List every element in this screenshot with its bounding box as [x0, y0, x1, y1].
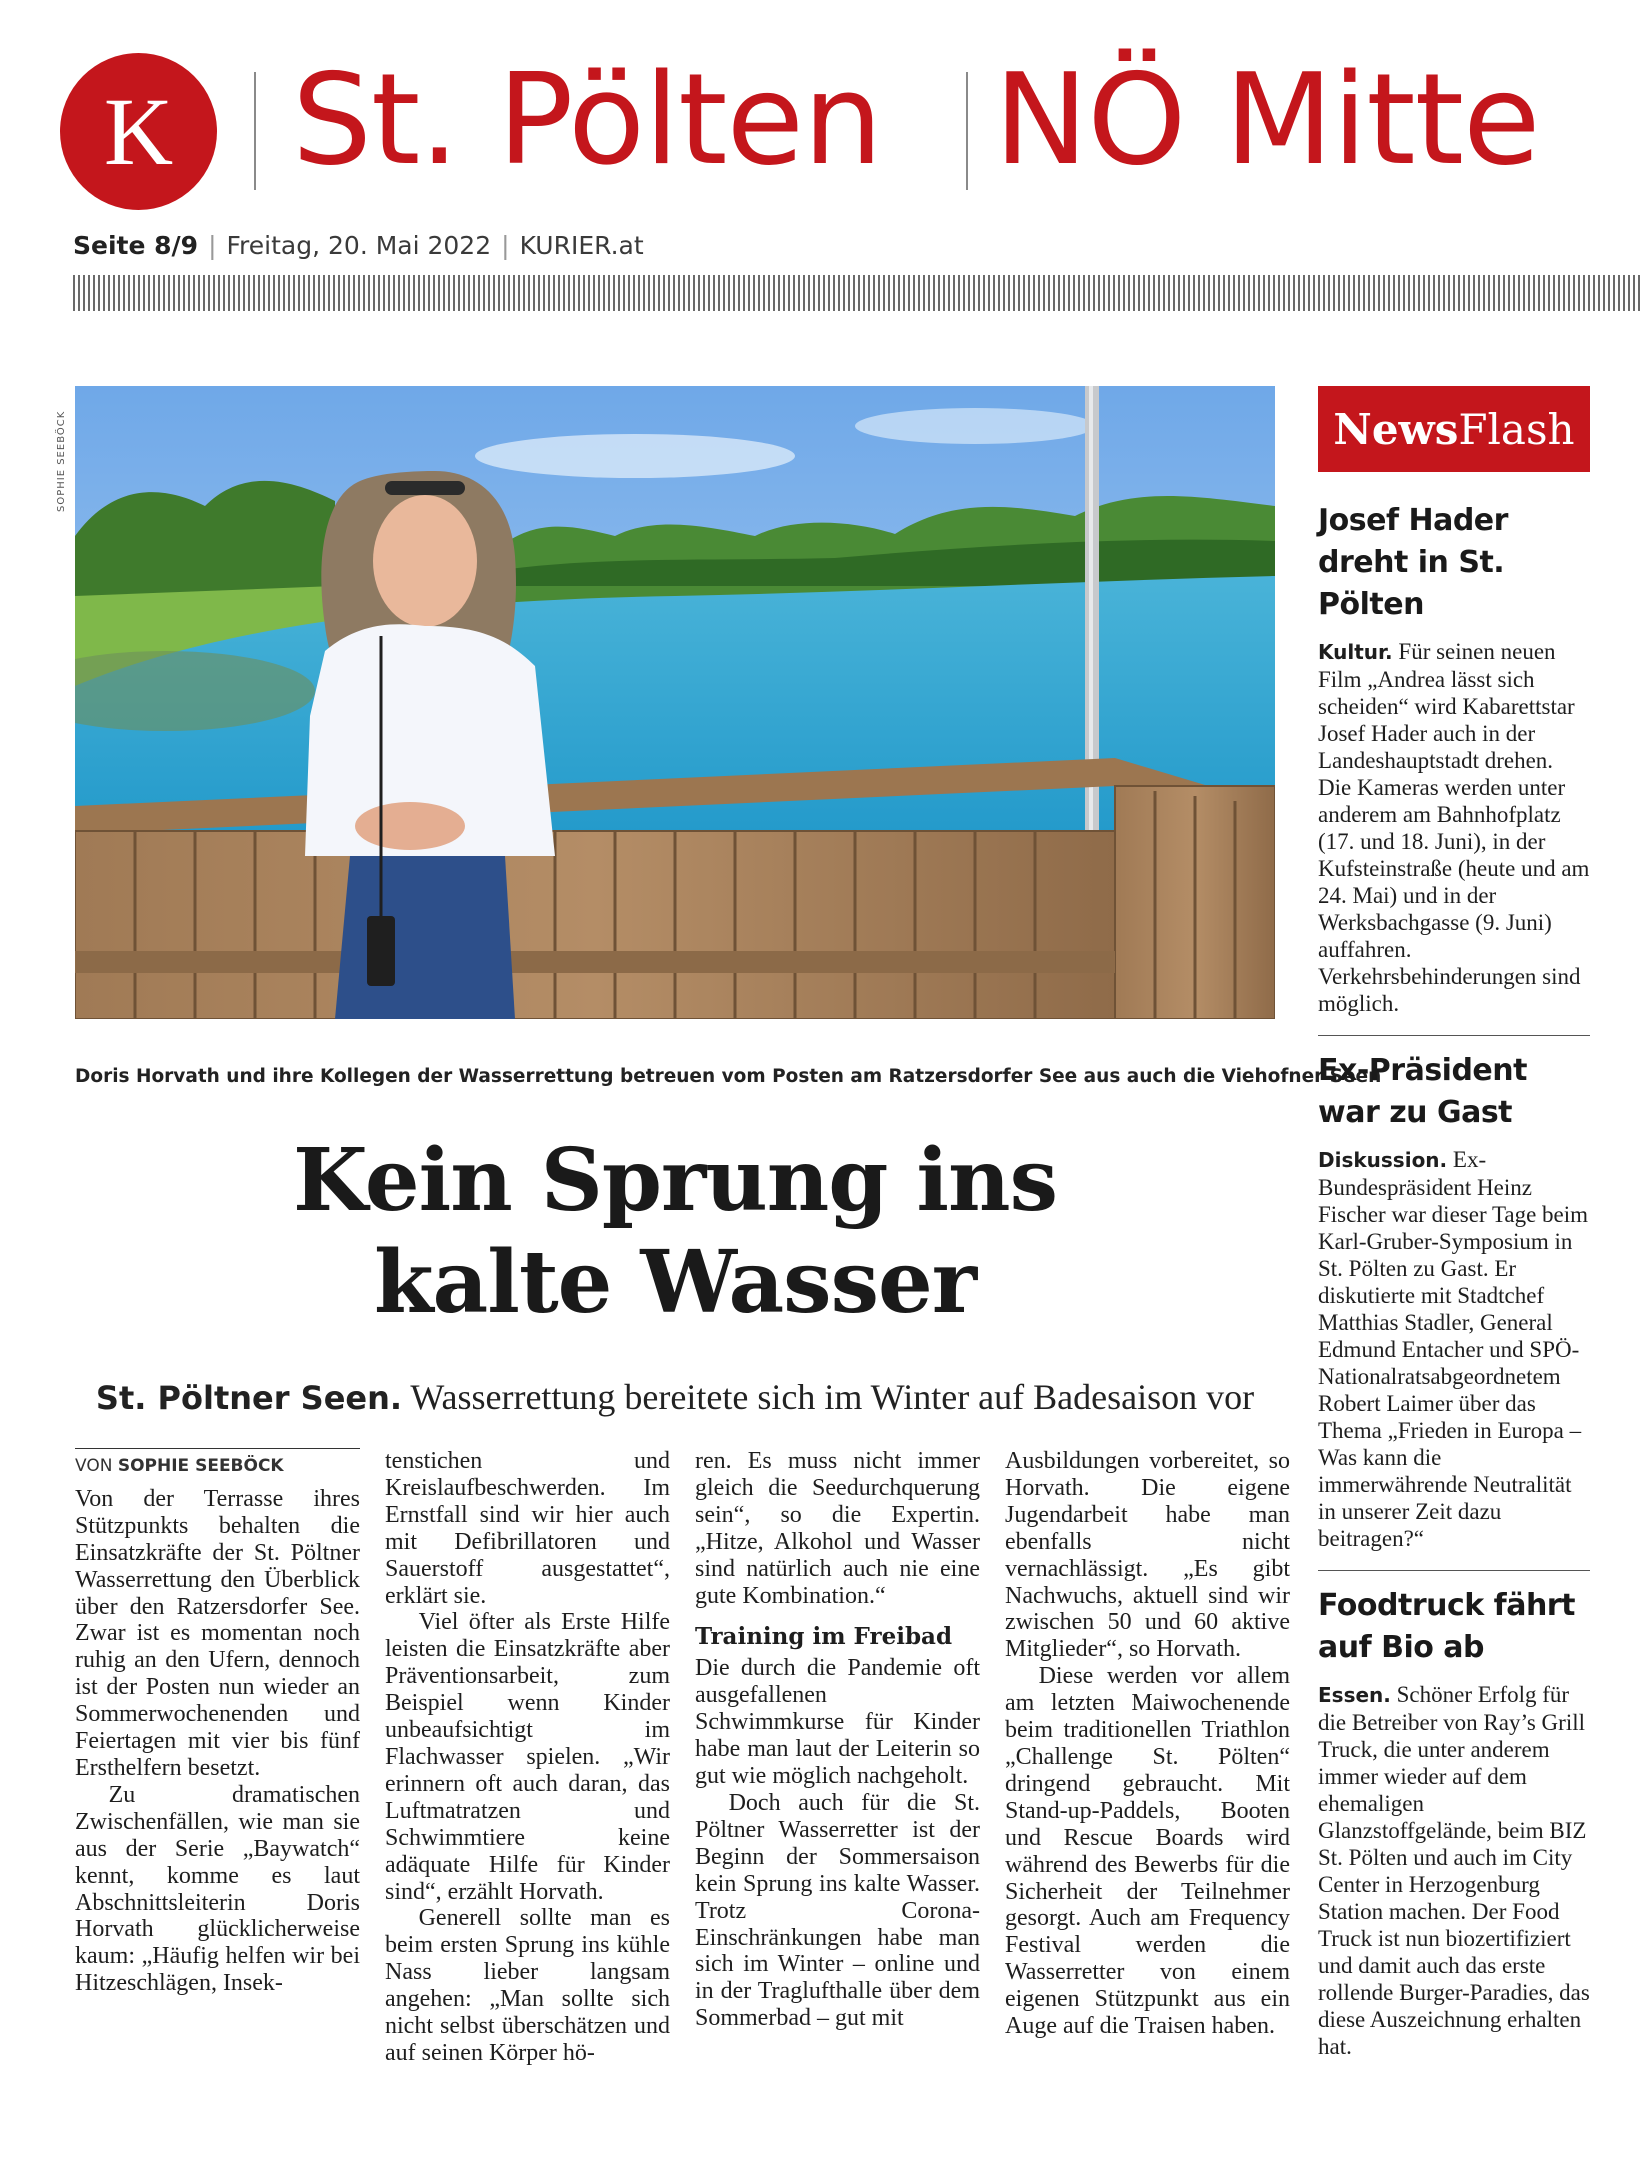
news-text: Ex-Bundespräsident Heinz Fischer war dieser Tage beim Karl-Gruber-Symposium in St. Pölten zu Gast. Er diskutierte mit Stadtchef Matthias Stadler, General Edmund Entacher und SPÖ-Nationalratsabgeordnetem Robert Laimer über das Thema „Frieden in Europa – Was kann die immerwährende Neutralität in unserer Zeit dazu beitragen?“ [1318, 1147, 1589, 1551]
byline [75, 1448, 360, 1480]
paragraph: Viel öfter als Erste Hilfe leisten die Einsatzkräfte aber Präventionsarbeit, zum Beispiel wenn Kinder unbeaufsichtigt im Flachwasser spielen. „Wir erinnern oft auch daran, das Luftmatratzen und Schwimmtiere keine adäquate Hilfe für Kinder sind“, erzählt Horvath. [385, 1609, 670, 1905]
subhead-kicker: St. Pöltner Seen. [95, 1379, 403, 1417]
article-headline [75, 1130, 1275, 1334]
paragraph: Ausbildungen vorbereitet, so Horvath. Die eigene Jugendarbeit habe man ebenfalls nicht vernachlässigt. „Es gibt Nachwuchs, aktuell sind wir zwischen 50 und 60 aktive Mitglieder“, so Horvath. [1005, 1448, 1290, 1663]
headline-line-2: kalte Wasser [373, 1232, 977, 1333]
paragraph: Diese werden vor allem am letzten Maiwochenende beim traditionellen Triathlon „Challenge St. Pölten“ dringend gebraucht. Mit Stand-up-Paddels, Booten und Rescue Boards wird während des Bewerbs für die Sicherheit der Teilnehmer gesorgt. Auch am Frequency Festival werden die Wasserretter von einem eigenen Stützpunkt aus ein Auge auf die Traisen haben. [1005, 1663, 1290, 2040]
news-headline[interactable]: Ex-Präsident war zu Gast [1318, 1053, 1527, 1130]
masthead-divider [966, 72, 968, 190]
masthead-rule [73, 275, 1641, 311]
lake-scene-illustration [75, 386, 1275, 1019]
newsflash-sidebar [1318, 386, 1590, 2060]
article-column-1 [75, 1448, 360, 1997]
news-headline[interactable]: Foodtruck fährt auf Bio ab [1318, 1588, 1575, 1665]
article-column-4 [1005, 1448, 1290, 2040]
article-subhead [75, 1376, 1275, 1418]
byline-prefix: VON [75, 1456, 113, 1476]
issue-date: Freitag, 20. Mai 2022 [226, 231, 492, 260]
news-headline[interactable]: Josef Hader dreht in St. Pölten [1318, 503, 1508, 622]
subhead-text: Wasserrettung bereitete sich im Winter auf Badesaison vor [410, 1377, 1255, 1417]
article-column-2 [385, 1448, 670, 2067]
page-meta: Seite 8/9 | Freitag, 20. Mai 2022 | KURIER.at [73, 231, 644, 260]
paragraph: ren. Es muss nicht immer gleich die Seedurchquerung sein“, so die Expertin. „Hitze, Alkohol und Wasser sind natürlich auch nie eine gute Kombination.“ [695, 1448, 980, 1609]
news-text: Schöner Erfolg für die Betreiber von Ray’s Grill Truck, die unter anderem immer wieder auf dem ehemaligen Glanzstoffgelände, beim BIZ St. Pölten und auch im City Center in Herzogenburg Station machen. Der Food Truck ist nun biozertifiziert und damit auch das erste rollende Burger-Paradies, das diese Auszeichnung erhalten hat. [1318, 1682, 1590, 2059]
news-lead: Diskussion. [1318, 1148, 1448, 1172]
photo-credit: SOPHIE SEEBÖCK [56, 410, 67, 512]
masthead-divider [254, 72, 256, 190]
news-item[interactable] [1318, 1570, 1590, 2060]
newsflash-title-bold: News [1333, 404, 1459, 454]
kurier-logo[interactable] [60, 53, 217, 210]
paragraph: Generell sollte man es beim ersten Sprung ins kühle Nass lieber langsam angehen: „Man sollte sich nicht selbst überschätzen und auf seinen Körper hö- [385, 1905, 670, 2066]
site-link[interactable]: KURIER.at [519, 231, 644, 260]
news-item[interactable] [1318, 500, 1590, 1017]
paragraph: Doch auch für die St. Pöltner Wasserretter ist der Beginn der Sommersaison kein Sprung ins kalte Wasser. Trotz Corona-Einschränkungen habe man sich im Winter – online und in der Traglufthalle über dem Sommerbad – gut mit [695, 1789, 980, 2032]
photo-caption: Doris Horvath und ihre Kollegen der Wasserrettung betreuen vom Posten am Ratzersdorfer See aus auch die Viehofner Seen [75, 1066, 1382, 1087]
byline-author: SOPHIE SEEBÖCK [117, 1456, 284, 1476]
paragraph: Die durch die Pandemie oft ausgefallenen Schwimmkurse für Kinder habe man laut der Leiterin so gut wie möglich nachgeholt. [695, 1655, 980, 1790]
newsflash-header [1318, 386, 1590, 472]
lead-photo[interactable] [75, 386, 1275, 1019]
newsflash-title-light: Flash [1458, 404, 1575, 454]
article-column-3 [695, 1448, 980, 2032]
news-lead: Essen. [1318, 1683, 1391, 1707]
masthead-region: NÖ Mitte [994, 46, 1540, 193]
news-lead: Kultur. [1318, 640, 1393, 664]
paragraph: Zu dramatischen Zwischenfällen, wie man sie aus der Serie „Baywatch“ kennt, komme es laut Abschnittsleiterin Doris Horvath glücklicherweise kaum: „Häufig helfen wir bei Hitzeschlägen, Insek- [75, 1781, 360, 1997]
logo-letter: K [103, 77, 174, 185]
news-text: Für seinen neuen Film „Andrea lässt sich scheiden“ wird Kabarettstar Josef Hader auch in der Landeshauptstadt drehen. Die Kameras werden unter anderem am Bahnhofplatz (17. und 18. Juni), in der Kufsteinstraße (heute und am 24. Mai) und in der Werksbachgasse (9. Juni) auffahren. Verkehrsbehinderungen sind möglich. [1318, 639, 1590, 1016]
headline-line-1: Kein Sprung ins [293, 1130, 1057, 1231]
page-number: Seite 8/9 [73, 231, 199, 260]
section-heading: Training im Freibad [695, 1623, 953, 1651]
masthead-city: St. Pölten [292, 46, 882, 193]
paragraph: tenstichen und Kreislaufbeschwerden. Im Ernstfall sind wir hier auch mit Defibrillatoren und Sauerstoff ausgestattet“, erklärt sie. [385, 1448, 670, 1609]
news-item[interactable] [1318, 1035, 1590, 1552]
paragraph: Von der Terrasse ihres Stützpunkts behalten die Einsatzkräfte der St. Pöltner Wasserrettung den Überblick über den Ratzersdorfer See. Zwar ist es momentan noch ruhig an den Ufern, dennoch ist der Posten nun wieder an Sommerwochenenden und Feiertagen mit vier bis fünf Ersthelfern besetzt. [75, 1485, 360, 1781]
